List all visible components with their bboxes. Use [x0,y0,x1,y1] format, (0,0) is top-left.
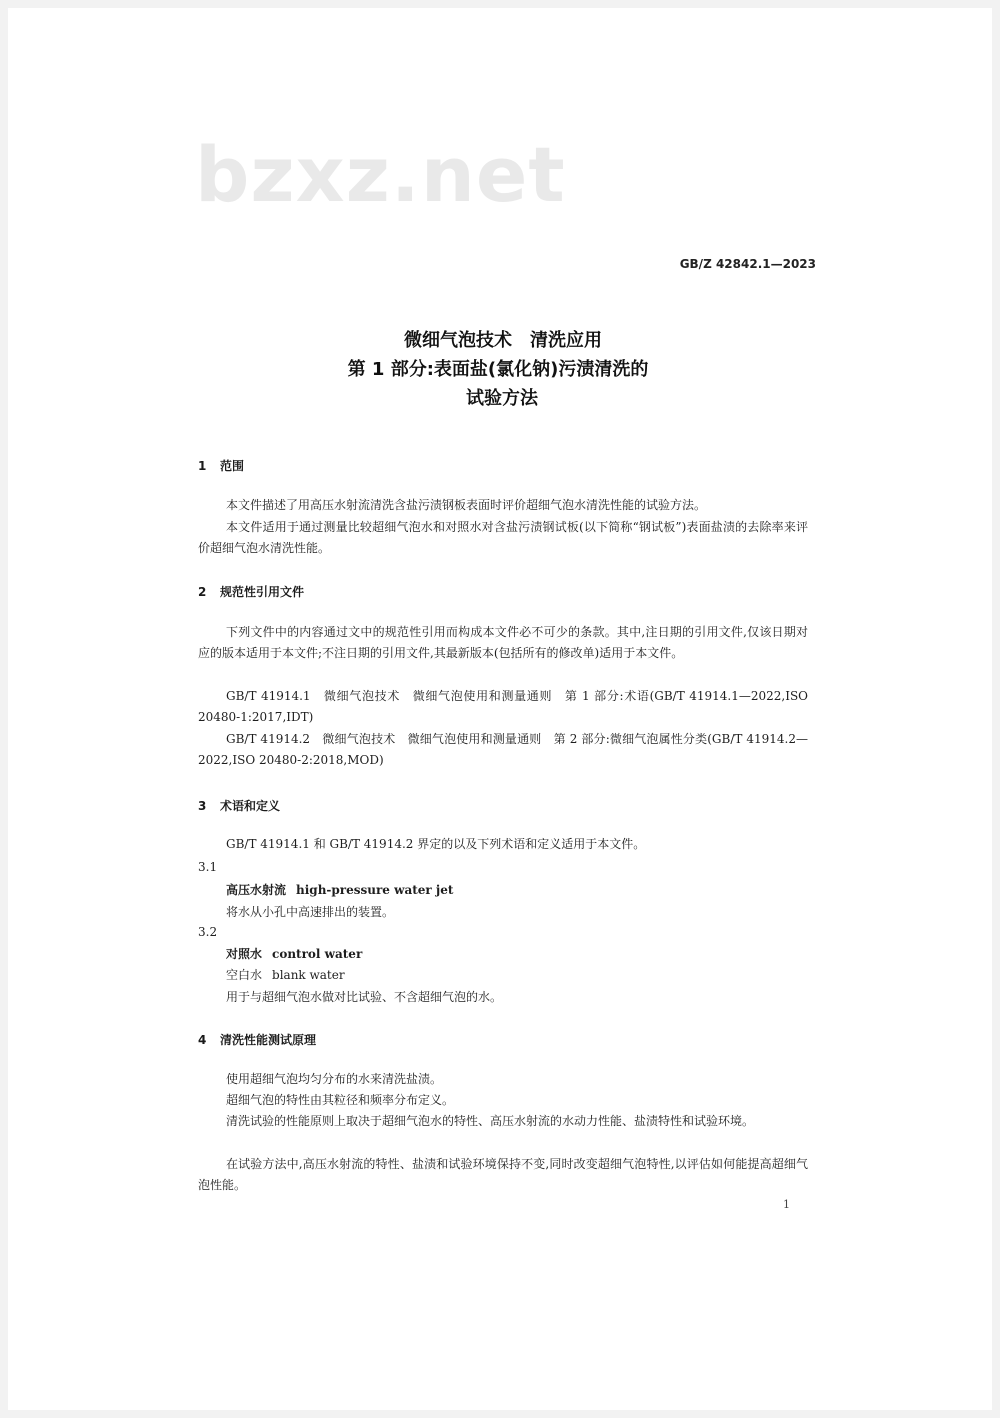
section-4-paragraph-1: 使用超细气泡均匀分布的水来清洗盐渍。 [226,1072,443,1086]
section-4-paragraph-2: 超细气泡的特性由其粒径和频率分布定义。 [226,1093,455,1107]
term-3-1 [226,881,453,898]
alt-term-en: blank water [272,968,345,982]
section-2-paragraph-1: 下列文件中的内容通过文中的规范性引用而构成本文件必不可少的条款。其中,注日期的引用文件,仅该日期对应的版本适用于本文件;不注日期的引用文件,其最新版本(包括所有的修改单)适用于本文件。 [198,625,808,660]
term-en: control water [272,947,363,961]
section-4-paragraph-4: 在试验方法中,高压水射流的特性、盐渍和试验环境保持不变,同时改变超细气泡特性,以评估如何能提高超细气泡性能。 [198,1157,808,1192]
section-4-heading [198,1031,316,1048]
normative-reference-1: GB/T 41914.1 微细气泡技术 微细气泡使用和测量通则 第 1 部分:术语(GB/T 41914.1—2022,ISO 20480-1:2017,IDT) [198,689,808,724]
section-1-paragraph-1: 本文件描述了用高压水射流清洗含盐污渍钢板表面时评价超细气泡水清洗性能的试验方法。 [226,498,707,512]
section-2-heading [198,583,304,600]
section-3-heading [198,797,280,814]
alt-term-zh: 空白水 [226,968,263,982]
section-number: 4 [198,1033,207,1047]
section-number: 2 [198,585,207,599]
page-number: 1 [783,1198,790,1211]
term-3-1-definition: 将水从小孔中高速排出的装置。 [226,905,395,919]
section-1-paragraph-2: 本文件适用于通过测量比较超细气泡水和对照水对含盐污渍钢试板(以下简称“钢试板”)表面盐渍的去除率来评价超细气泡水清洗性能。 [198,520,808,555]
document-title [0,326,1000,413]
section-title: 规范性引用文件 [220,585,305,599]
section-number: 1 [198,459,207,473]
section-title: 清洗性能测试原理 [220,1033,317,1047]
title-line-1: 微细气泡技术 清洗应用 [404,330,602,351]
section-1-heading [198,457,244,474]
section-4-paragraph-3: 清洗试验的性能原则上取决于超细气泡水的特性、高压水射流的水动力性能、盐渍特性和试验环境。 [226,1114,755,1128]
term-3-2-definition: 用于与超细气泡水做对比试验、不含超细气泡的水。 [226,990,503,1004]
watermark: bzxz.net [195,130,566,219]
section-number: 3 [198,799,207,813]
term-zh: 对照水 [226,947,263,961]
section-title: 术语和定义 [220,799,281,813]
term-zh: 高压水射流 [226,883,287,897]
term-3-2-admitted-term [226,966,345,983]
term-en: high-pressure water jet [296,883,454,897]
clause-3-2-number: 3.2 [198,925,218,939]
normative-reference-2: GB/T 41914.2 微细气泡技术 微细气泡使用和测量通则 第 2 部分:微细气泡属性分类(GB/T 41914.2—2022,ISO 20480-2:2018,MOD) [198,732,808,767]
title-line-3: 试验方法 [466,388,538,409]
section-title: 范围 [220,459,245,473]
clause-3-1-number: 3.1 [198,860,218,874]
section-3-paragraph-1: GB/T 41914.1 和 GB/T 41914.2 界定的以及下列术语和定义适用于本文件。 [226,837,646,851]
term-3-2 [226,945,362,962]
title-line-2: 第 1 部分:表面盐(氯化钠)污渍清洗的 [347,359,649,380]
standard-code: GB/Z 42842.1—2023 [679,257,816,271]
